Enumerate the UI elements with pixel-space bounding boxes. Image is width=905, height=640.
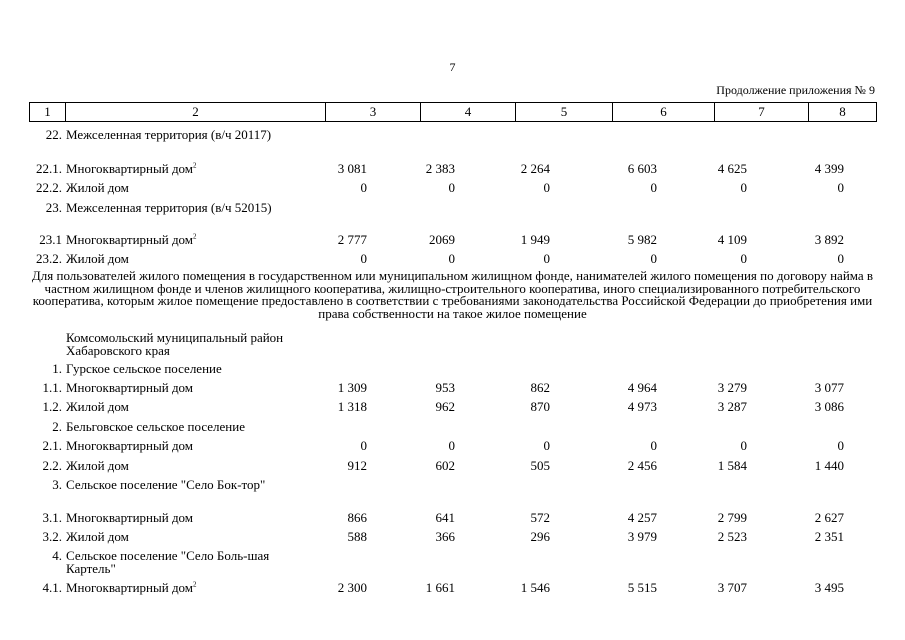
row-value: 296 (530, 529, 550, 544)
row-value: 3 979 (627, 529, 657, 544)
column-header: 5 (516, 103, 613, 122)
row-value: 2 300 (337, 580, 367, 595)
row-name: Межселенная территория (в/ч 20117) (66, 127, 272, 142)
row-value: 4 257 (627, 510, 657, 525)
row-name: Многоквартирный дом (66, 510, 194, 525)
row-value: 3 287 (717, 399, 747, 414)
row-value: 0 (448, 438, 455, 453)
row-value: 602 (435, 458, 455, 473)
row-value: 0 (448, 251, 455, 266)
row-value: 572 (530, 510, 550, 525)
row-name: Жилой дом (66, 529, 129, 544)
row-value: 3 077 (814, 380, 844, 395)
column-header: 8 (809, 103, 877, 122)
row-value: 2069 (429, 232, 455, 247)
row-value: 866 (347, 510, 367, 525)
row-value: 2 383 (425, 161, 455, 176)
row-number: 3.2. (42, 529, 62, 544)
row-name: Комсомольский муниципальный район Хабаровского края (66, 330, 284, 358)
column-header-table (29, 102, 877, 122)
row-value: 5 982 (627, 232, 657, 247)
row-value: 1 546 (520, 580, 550, 595)
row-number: 2.2. (42, 458, 62, 473)
row-number: 22. (45, 127, 62, 142)
row-name: Жилой дом (66, 180, 129, 195)
row-number: 3. (52, 477, 62, 492)
footnote-marker: 2 (193, 161, 197, 170)
row-value: 0 (650, 251, 657, 266)
row-value: 0 (740, 251, 747, 266)
row-number: 23.1 (39, 232, 62, 247)
row-value: 6 603 (627, 161, 657, 176)
row-value: 862 (530, 380, 550, 395)
row-value: 0 (360, 438, 367, 453)
row-value: 2 799 (717, 510, 747, 525)
row-value: 3 086 (814, 399, 844, 414)
row-value: 3 495 (814, 580, 844, 595)
row-number: 23.2. (36, 251, 62, 266)
row-name: Жилой дом (66, 458, 129, 473)
row-number: 22.1. (36, 161, 62, 176)
row-value: 4 973 (627, 399, 657, 414)
row-value: 0 (837, 180, 844, 195)
row-value: 1 309 (337, 380, 367, 395)
row-number: 1.1. (42, 380, 62, 395)
row-name: Многоквартирный дом$^2$ (66, 580, 197, 595)
row-value: 0 (543, 180, 550, 195)
column-header: 6 (613, 103, 715, 122)
row-number: 1.2. (42, 399, 62, 414)
row-value: 5 515 (627, 580, 657, 595)
row-value: 0 (650, 438, 657, 453)
row-value: 0 (837, 251, 844, 266)
row-value: 0 (360, 180, 367, 195)
row-value: 4 625 (717, 161, 747, 176)
row-value: 0 (837, 438, 844, 453)
row-value: 912 (347, 458, 367, 473)
row-value: 953 (435, 380, 455, 395)
row-value: 1 949 (520, 232, 550, 247)
row-value: 0 (360, 251, 367, 266)
row-value: 4 109 (717, 232, 747, 247)
column-header: 3 (326, 103, 421, 122)
row-value: 4 399 (814, 161, 844, 176)
continuation-label: Продолжение приложения № 9 (716, 83, 875, 97)
column-header: 1 (30, 103, 66, 122)
row-value: 588 (347, 529, 367, 544)
row-name: Сельское поселение "Село Боль-шая Картель" (66, 548, 270, 576)
row-value: 2 264 (520, 161, 550, 176)
row-value: 2 351 (814, 529, 844, 544)
row-value: 0 (740, 180, 747, 195)
row-name: Многоквартирный дом (66, 438, 194, 453)
row-name: Гурское сельское поселение (66, 361, 222, 376)
row-value: 2 456 (627, 458, 657, 473)
row-value: 505 (530, 458, 550, 473)
row-name: Бельговское сельское поселение (66, 419, 245, 434)
row-name: Сельское поселение "Село Бок-тор" (66, 477, 266, 492)
row-number: 3.1. (42, 510, 62, 525)
row-value: 4 964 (627, 380, 657, 395)
row-value: 962 (435, 399, 455, 414)
footnote-marker: 2 (193, 232, 197, 241)
row-value: 0 (650, 180, 657, 195)
row-number: 23. (45, 200, 62, 215)
row-value: 1 584 (717, 458, 747, 473)
row-value: 3 081 (337, 161, 367, 176)
row-value: 641 (435, 510, 455, 525)
row-value: 3 707 (717, 580, 747, 595)
footnote-marker: 2 (193, 580, 197, 589)
row-value: 2 627 (814, 510, 844, 525)
row-number: 22.2. (36, 180, 62, 195)
row-name: Многоквартирный дом (66, 380, 194, 395)
row-value: 0 (448, 180, 455, 195)
page-number: 7 (449, 60, 456, 74)
row-number: 4. (52, 548, 62, 563)
row-value: 2 777 (337, 232, 367, 247)
row-value: 1 661 (425, 580, 455, 595)
column-header: 7 (715, 103, 809, 122)
row-name: Жилой дом (66, 251, 129, 266)
section-paragraph: Для пользователей жилого помещения в государственном или муниципальном жилищном фонде, нанимателей жилого помещения по договору найма в частном жилищном фонде и членов жилищного кооператива, жилищно-строительного кооператива, иного специализированного потребительского кооператива, которым жилое помещение предоставлено в соответствии с требованиями законодательства Российской Федерации до приобретения ими права собственности на такое жилое помещение (31, 268, 874, 321)
row-number: 4.1. (42, 580, 62, 595)
row-value: 2 523 (717, 529, 747, 544)
row-value: 0 (543, 438, 550, 453)
row-value: 3 892 (814, 232, 844, 247)
row-value: 366 (435, 529, 455, 544)
column-header: 4 (421, 103, 516, 122)
row-name: Межселенная территория (в/ч 52015) (66, 200, 272, 215)
row-number: 2. (52, 419, 62, 434)
column-header: 2 (66, 103, 326, 122)
row-number: 2.1. (42, 438, 62, 453)
row-value: 3 279 (717, 380, 747, 395)
row-number: 1. (52, 361, 62, 376)
row-value: 1 318 (337, 399, 367, 414)
row-value: 1 440 (814, 458, 844, 473)
row-name: Жилой дом (66, 399, 129, 414)
row-name: Многоквартирный дом$^2$ (66, 232, 197, 247)
row-value: 0 (740, 438, 747, 453)
row-name: Многоквартирный дом$^2$ (66, 161, 197, 176)
row-value: 0 (543, 251, 550, 266)
row-value: 870 (530, 399, 550, 414)
